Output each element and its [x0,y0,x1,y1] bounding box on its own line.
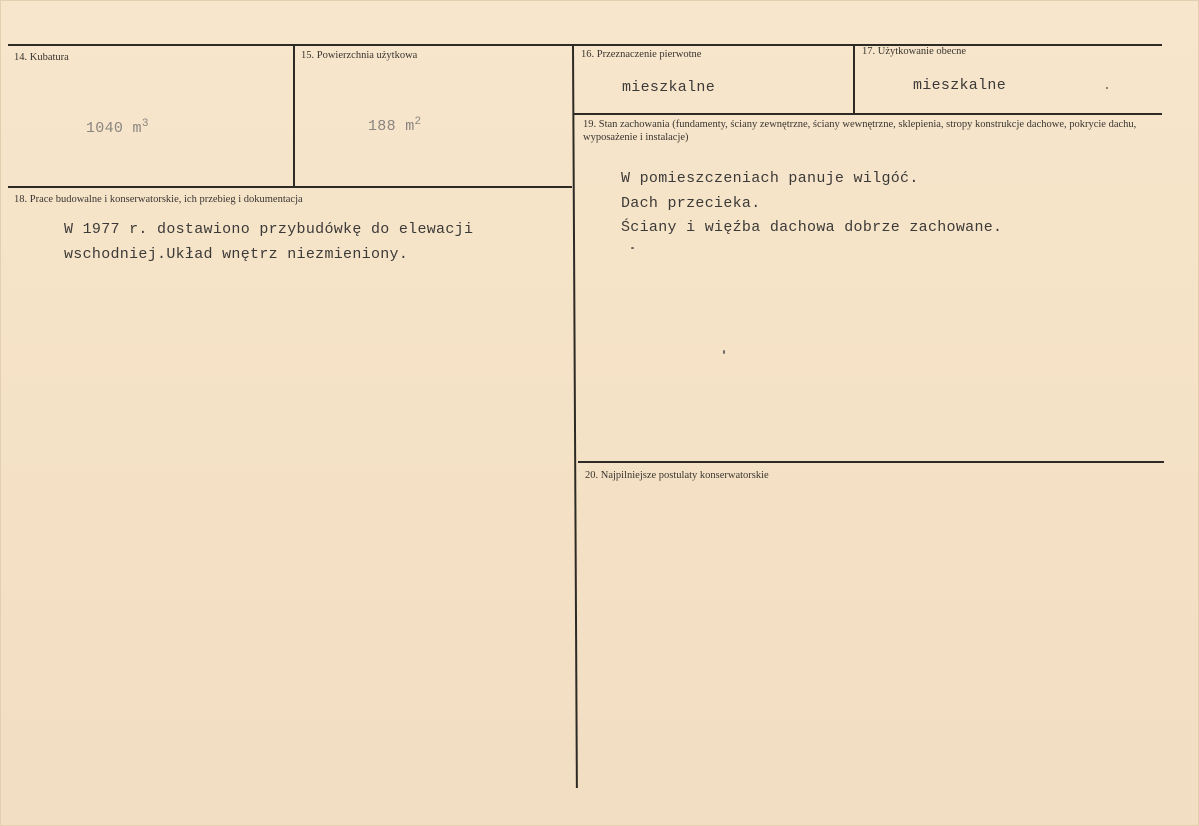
rule-above-20 [578,461,1164,463]
field-19-label: 19. Stan zachowania (fundamenty, ściany zewnętrzne, ściany wewnętrzne, sklepienia, stropy konstrukcje dachowe, pokrycie dachu, wyposażenie i instalacje) [583,119,1137,143]
field-18-line-2: wschodniej.Układ wnętrz niezmieniony. [64,246,409,263]
main-center-divider [572,46,578,788]
rule-under-16-17 [574,113,1162,115]
field-15-number: 188 m [368,118,415,135]
field-14-unit-exponent: 3 [141,118,149,130]
field-17-value: mieszkalne [913,77,1007,94]
field-18-label: 18. Prace budowalne i konserwatorskie, ich przebieg i dokumentacja [14,194,303,205]
divider-16-17 [853,46,855,114]
ink-speck [631,247,634,249]
field-15-label: 15. Powierzchnia użytkowa [301,50,418,61]
ink-speck [723,350,725,354]
ink-speck [1106,87,1108,89]
field-16-label: 16. Przeznaczenie pierwotne [581,49,702,60]
field-14-value [86,118,149,137]
rule-under-14-15 [8,186,572,188]
field-20-label: 20. Najpilniejsze postulaty konserwatorskie [585,470,769,481]
field-14-number: 1040 m [86,120,142,137]
field-19-line-1: W pomieszczeniach panuje wilgóć. [621,170,919,187]
divider-14-15 [293,46,295,186]
field-15-value [368,116,421,135]
field-14-label: 14. Kubatura [14,52,69,63]
field-18-line-1: W 1977 r. dostawiono przybudówkę do elewacji [64,221,474,238]
field-15-unit-exponent: 2 [414,116,422,128]
field-19-line-3: Ściany i więźba dachowa dobrze zachowane. [621,219,1003,236]
top-rule [8,44,1162,46]
field-17-label: 17. Użytkowanie obecne [862,46,967,57]
field-19-line-2: Dach przecieka. [621,195,761,212]
field-16-value: mieszkalne [622,79,716,96]
